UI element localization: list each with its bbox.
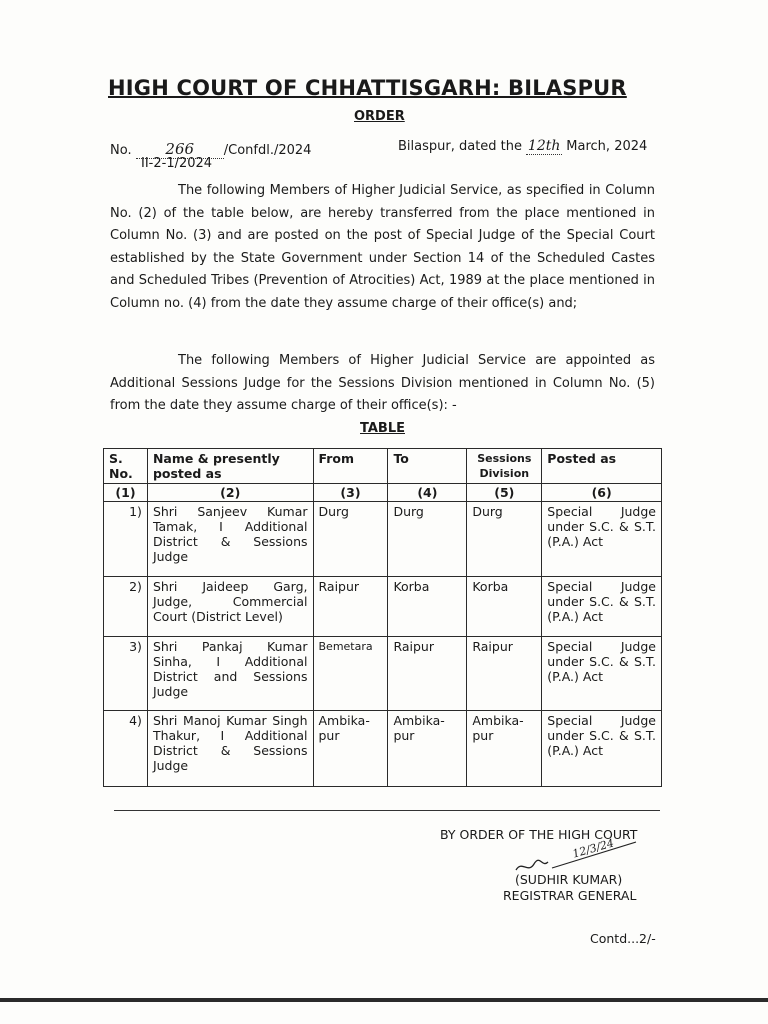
divider-line: [114, 810, 660, 811]
cell-to: Durg: [388, 502, 467, 577]
signatory-name: (SUDHIR KUMAR): [515, 872, 623, 887]
cell-from: Bemetara: [313, 637, 388, 711]
cell-name: Shri Sanjeev Kumar Tamak, I Additional District & Sessions Judge: [147, 502, 313, 577]
paragraph-1: [110, 180, 655, 315]
cell-from: Durg: [313, 502, 388, 577]
table-row: [104, 637, 662, 711]
scan-edge-bar: [0, 998, 768, 1002]
table-caption: TABLE: [360, 421, 405, 436]
place-date-line: [398, 138, 647, 155]
order-heading: ORDER: [354, 109, 405, 124]
cell-division: Durg: [467, 502, 542, 577]
paragraph-2: [110, 350, 655, 418]
cell-to: Korba: [388, 577, 467, 637]
column-number: (5): [467, 484, 542, 502]
column-number: (4): [388, 484, 467, 502]
signature-date: 12/3/24: [571, 836, 616, 861]
cell-division: Raipur: [467, 637, 542, 711]
court-title: HIGH COURT OF CHHATTISGARH: BILASPUR: [108, 76, 627, 100]
cell-division: Korba: [467, 577, 542, 637]
day-handwritten: 12th: [527, 138, 561, 154]
by-order-line: BY ORDER OF THE HIGH COURT: [440, 827, 638, 842]
continued-note: Contd...2/-: [590, 931, 656, 946]
table-header-row: [104, 449, 662, 484]
table-row: [104, 502, 662, 577]
cell-from: Raipur: [313, 577, 388, 637]
order-number-prefix: No.: [110, 143, 132, 158]
month-year: March, 2024: [566, 139, 648, 154]
cell-division: Ambika-pur: [467, 711, 542, 787]
cell-name: Shri Jaideep Garg, Judge, Commercial Court (District Level): [147, 577, 313, 637]
file-number: II-2-1/2024: [141, 156, 213, 171]
cell-posted: Special Judge under S.C. & S.T. (P.A.) Act: [542, 711, 662, 787]
cell-to: Ambika-pur: [388, 711, 467, 787]
transfer-table: [103, 448, 662, 787]
table-row: [104, 711, 662, 787]
table-row: [104, 577, 662, 637]
cell-sno: 4): [104, 711, 148, 787]
header-sno: S. No.: [104, 449, 148, 484]
order-number-handwritten: 266: [136, 140, 224, 159]
column-number: (2): [147, 484, 313, 502]
header-posted: Posted as: [542, 449, 662, 484]
cell-posted: Special Judge under S.C. & S.T. (P.A.) Act: [542, 577, 662, 637]
header-name: Name & presently posted as: [147, 449, 313, 484]
place-date-prefix: Bilaspur, dated the: [398, 139, 523, 154]
cell-posted: Special Judge under S.C. & S.T. (P.A.) Act: [542, 637, 662, 711]
cell-from: Ambika-pur: [313, 711, 388, 787]
header-to: To: [388, 449, 467, 484]
paragraph-1-text: The following Members of Higher Judicial Service, as specified in Column No. (2) of the table below, are hereby transferred from the place mentioned in Column No. (3) and are posted on the post of Special Judge of the Special Court established by the State Government under Section 14 of the Scheduled Castes and Scheduled Tribes (Prevention of Atrocities) Act, 1989 at the place mentioned in Column no. (4) from the date they assume charge of their office(s) and;: [110, 183, 655, 311]
cell-sno: 1): [104, 502, 148, 577]
cell-name: Shri Pankaj Kumar Sinha, I Additional District and Sessions Judge: [147, 637, 313, 711]
signatory-designation: REGISTRAR GENERAL: [503, 888, 637, 903]
column-number: (3): [313, 484, 388, 502]
header-division: Sessions Division: [467, 449, 542, 484]
header-from: From: [313, 449, 388, 484]
cell-sno: 2): [104, 577, 148, 637]
column-number: (1): [104, 484, 148, 502]
cell-posted: Special Judge under S.C. & S.T. (P.A.) Act: [542, 502, 662, 577]
paragraph-2-text: The following Members of Higher Judicial Service are appointed as Additional Sessions Judge for the Sessions Division mentioned in Column No. (5) from the date they assume charge of their office(s): -: [110, 353, 655, 413]
cell-to: Raipur: [388, 637, 467, 711]
cell-sno: 3): [104, 637, 148, 711]
order-number-suffix: /Confdl./2024: [223, 143, 312, 158]
column-number-row: [104, 484, 662, 502]
cell-name: Shri Manoj Kumar Singh Thakur, I Additional District & Sessions Judge: [147, 711, 313, 787]
column-number: (6): [542, 484, 662, 502]
